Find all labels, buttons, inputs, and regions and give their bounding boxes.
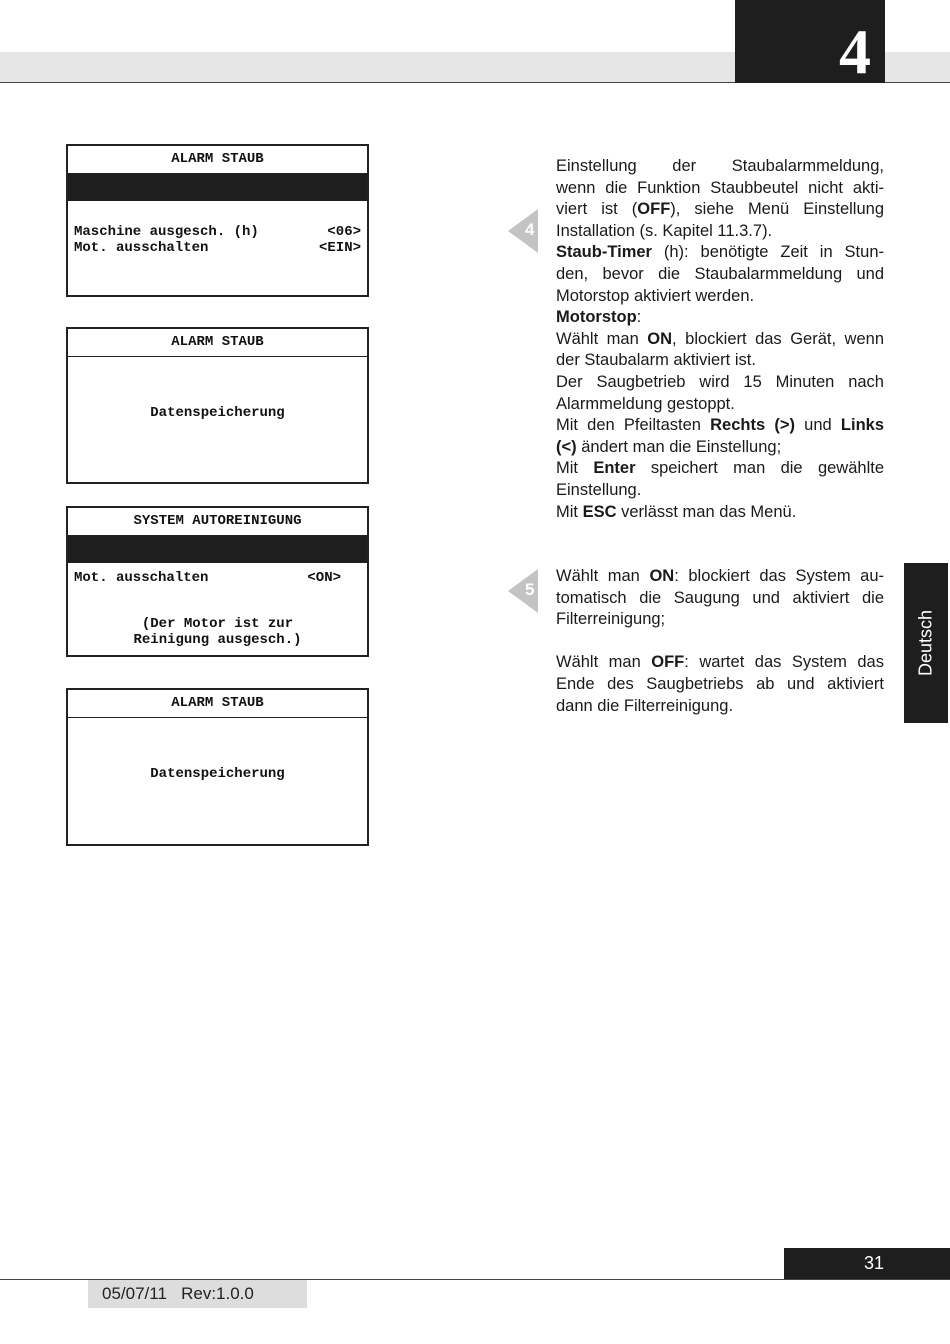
text-line: Ende des Saugbetriebs ab und aktiviert (556, 674, 884, 693)
emphasis: Motorstop (556, 308, 637, 327)
row-value: <ON> (307, 570, 341, 586)
display-screen-alarm-staub-saving (66, 688, 369, 846)
text-line: den, bevor die Staubalarmmeldung und (556, 264, 884, 283)
row-label: Mot. ausschalten (74, 570, 209, 586)
screen-title: ALARM STAUB (68, 690, 367, 718)
emphasis: (<) (556, 437, 577, 456)
screen-title: ALARM STAUB (68, 329, 367, 357)
language-label: Deutsch (915, 609, 936, 677)
text-line: Der Saugbetrieb wird 15 Minuten nach (556, 372, 884, 391)
text-span: , blockiert das Gerät, wenn (672, 329, 884, 348)
text-span: (h): benötigte Zeit in Stun- (651, 243, 884, 262)
display-screen-alarm-staub-saving (66, 327, 369, 484)
text-span: Mit (556, 502, 583, 521)
screen-highlight-bar (68, 536, 367, 563)
screen-row-staub-timer (68, 224, 367, 240)
text-span: ), siehe Menü Einstellung (670, 200, 884, 219)
row-label: Maschine ausgesch. (h) (74, 224, 259, 240)
text-span: Mit (556, 459, 594, 478)
text-line (556, 242, 884, 264)
text-span: Wählt man (556, 653, 652, 672)
emphasis: OFF (637, 200, 671, 219)
emphasis: OFF (651, 653, 685, 672)
emphasis: ON (647, 329, 673, 348)
chapter-number-tab: 4 (735, 0, 885, 83)
screen-note-line: Reinigung ausgesch.) (133, 632, 302, 648)
row-label: Mot. ausschalten (74, 240, 209, 256)
text-line (556, 199, 884, 221)
text-line: Einstellung. (556, 480, 642, 499)
text-span: ändert man die Einstellung; (576, 437, 782, 456)
step-marker-number: 5 (525, 580, 535, 599)
text-span: : blockiert das System au- (674, 567, 884, 585)
text-span: Wählt man (556, 567, 650, 585)
text-span: verlässt man das Menü. (616, 502, 797, 521)
language-side-tab (904, 563, 948, 723)
text-line: Filterreinigung; (556, 610, 666, 629)
text-line (556, 307, 884, 329)
screen-row-motorstop (68, 570, 367, 586)
emphasis: Rechts (>) (710, 416, 795, 435)
text-line (556, 652, 884, 674)
text-line (556, 437, 884, 459)
paragraph-spacer (556, 631, 884, 653)
text-line: der Staubalarm aktiviert ist. (556, 351, 756, 370)
text-span: Mit den Pfeiltasten (556, 416, 711, 435)
text-span: viert ist ( (556, 200, 638, 219)
screen-title: SYSTEM AUTOREINIGUNG (68, 508, 367, 536)
emphasis: ON (649, 567, 675, 585)
text-line (556, 415, 884, 437)
screen-title: ALARM STAUB (68, 146, 367, 174)
row-value: <06> (327, 224, 361, 240)
screen-saving-message: Datenspeicherung (150, 405, 285, 421)
emphasis: Links (840, 416, 885, 435)
step-marker-number: 4 (525, 220, 535, 239)
display-screen-system-autoreinigung (66, 506, 369, 657)
row-value: <EIN> (318, 240, 361, 256)
display-screen-alarm-staub (66, 144, 369, 297)
text-line: dann die Filterreinigung. (556, 696, 734, 715)
text-line (556, 502, 884, 524)
screen-note-line: (Der Motor ist zur (141, 616, 294, 632)
text-line: wenn die Funktion Staubbeutel nicht akti- (556, 178, 884, 197)
text-line: tomatisch die Saugung und aktiviert die (556, 588, 884, 607)
text-line: Alarmmeldung gestoppt. (556, 394, 735, 413)
footer-revision: Rev:1.0.0 (181, 1284, 254, 1303)
text-span: speichert man die gewählte (635, 459, 884, 478)
footer-date: 05/07/11 (102, 1284, 167, 1303)
emphasis: ESC (582, 502, 617, 521)
screen-highlight-bar (68, 174, 367, 201)
emphasis: Enter (593, 459, 636, 478)
section-5-description (556, 566, 884, 717)
screen-row-motorstop (68, 240, 367, 256)
page-number-box: 31 (784, 1248, 950, 1279)
emphasis: Staub-Timer (556, 243, 652, 262)
text-span: : wartet das System das (684, 653, 884, 672)
text-line (556, 566, 884, 588)
text-line (556, 329, 884, 351)
text-line: Installation (s. Kapitel 11.3.7). (556, 221, 773, 240)
text-span: und (794, 416, 841, 435)
text-line: Einstellung der Staubalarmmeldung, (556, 157, 884, 175)
footer-date-revision (88, 1280, 307, 1308)
text-span: Wählt man (556, 329, 648, 348)
screen-saving-message: Datenspeicherung (150, 766, 285, 782)
section-4-description (556, 156, 884, 523)
text-line: Motorstop aktiviert werden. (556, 286, 755, 305)
text-line (556, 458, 884, 480)
text-span: : (636, 308, 642, 327)
